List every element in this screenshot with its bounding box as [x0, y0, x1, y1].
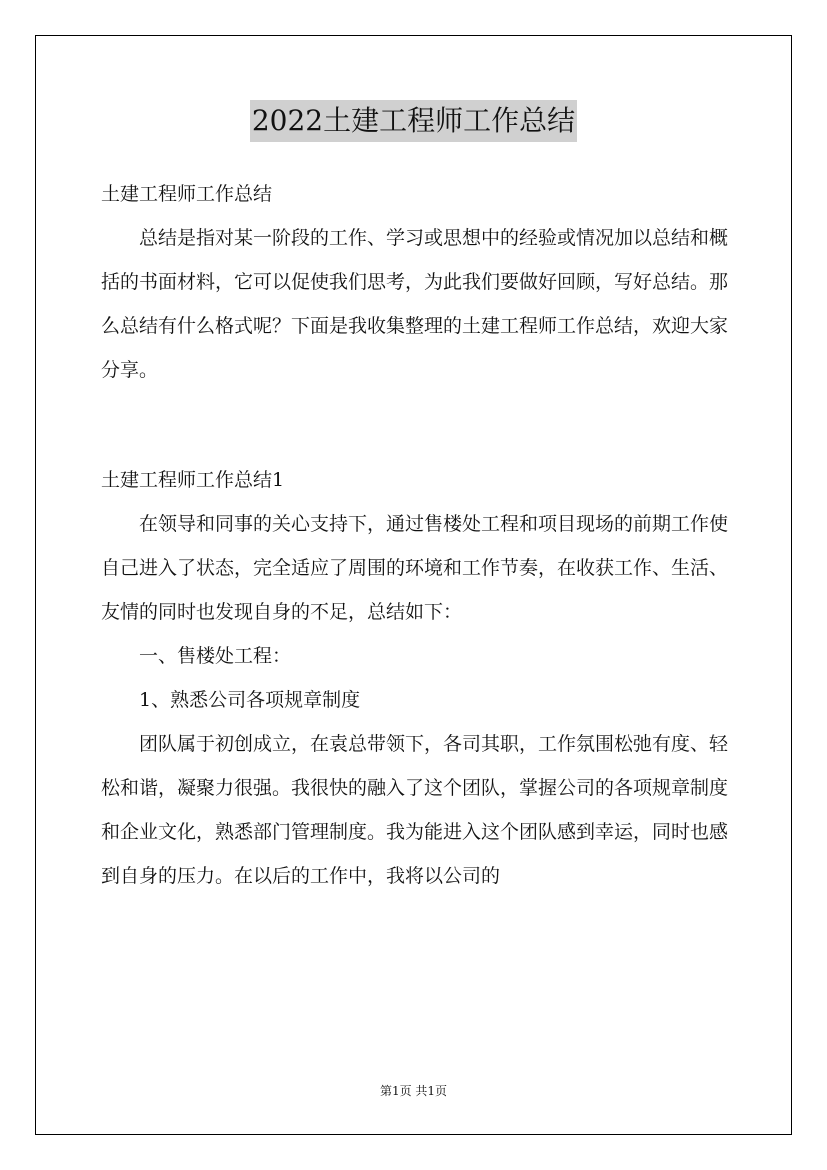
document-title: 2022土建工程师工作总结: [250, 100, 577, 142]
intro-paragraph: 总结是指对某一阶段的工作、学习或思想中的经验或情况加以总结和概括的书面材料，它可以促使我们思考，为此我们要做好回顾，写好总结。那么总结有什么格式呢？下面是我收集整理的土建工程师工作总结，欢迎大家分享。: [101, 227, 729, 381]
list-item-heading: 一、售楼处工程：: [139, 645, 292, 667]
document-heading: 土建工程师工作总结: [101, 183, 273, 205]
section-paragraph: 团队属于初创成立，在袁总带领下，各司其职，工作氛围松弛有度、轻松和谐，凝聚力很强。我很快的融入了这个团队，掌握公司的各项规章制度和企业文化，熟悉部门管理制度。我为能进入这个团队感到幸运，同时也感到自身的压力。在以后的工作中，我将以公司的: [101, 733, 729, 887]
document-body: [101, 172, 728, 898]
section-heading: 土建工程师工作总结1: [101, 469, 285, 491]
section-paragraph: 在领导和同事的关心支持下，通过售楼处工程和项目现场的前期工作使自己进入了状态，完全适应了周围的环境和工作节奏，在收获工作、生活、友情的同时也发现自身的不足，总结如下：: [101, 513, 729, 623]
page-footer: 第1页 共1页: [379, 1084, 448, 1098]
paragraph-gap: [101, 392, 728, 458]
title-container: [0, 100, 827, 142]
list-subitem: 1、熟悉公司各项规章制度: [139, 689, 361, 711]
